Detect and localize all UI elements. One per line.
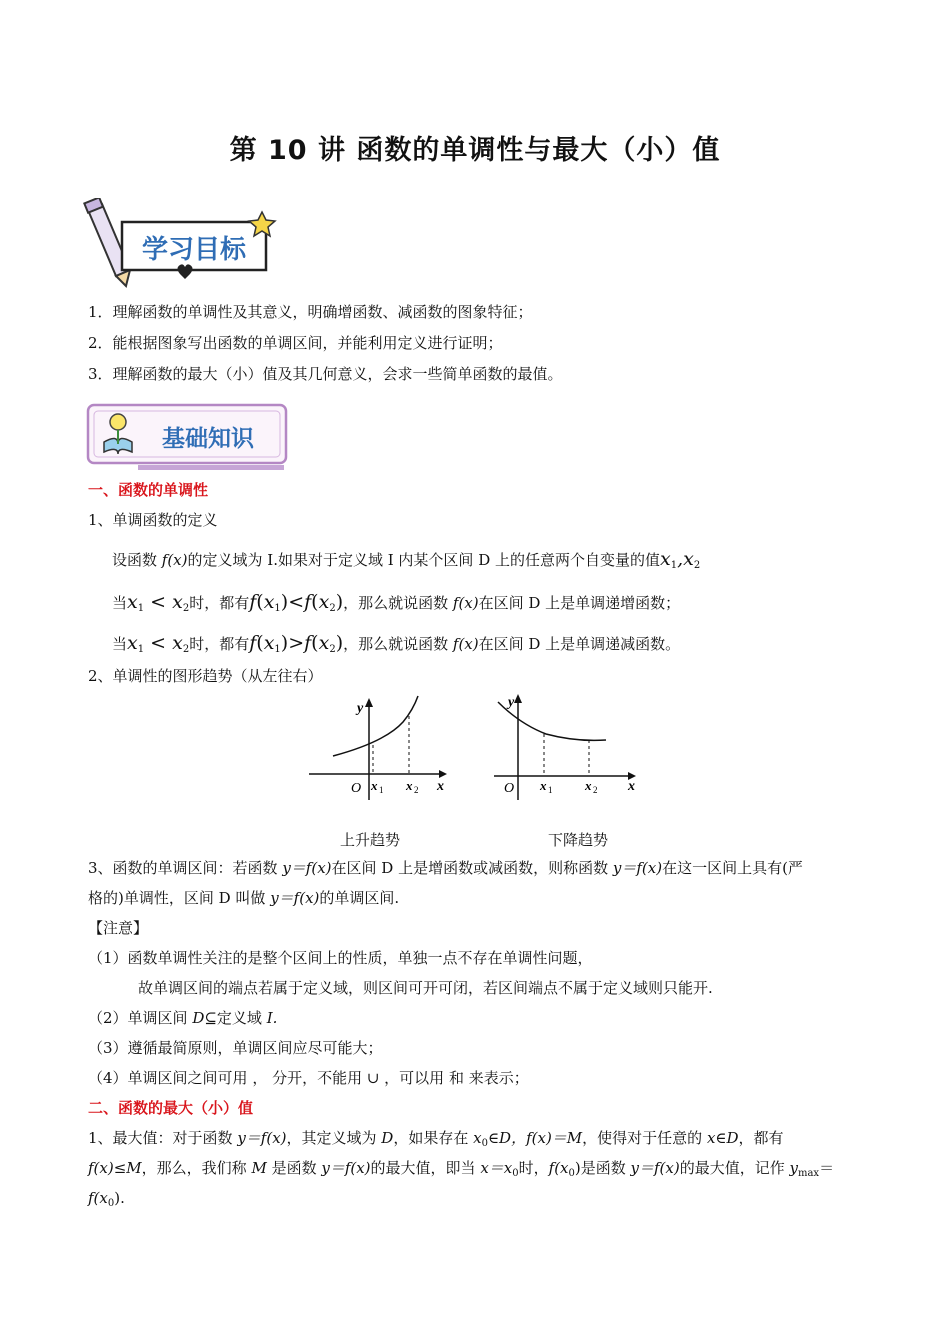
objective-1: 1．理解函数的单调性及其意义，明确增函数、减函数的图象特征；	[88, 303, 533, 321]
basics-badge	[86, 402, 290, 474]
monotonic-interval-text-2: 格的)单调性，区间 D 叫做 y＝f(x)的单调区间.	[88, 889, 400, 907]
note-2: （2）单调区间 D⊆定义域 I.	[88, 1009, 278, 1027]
objectives-badge-label: 学习目标	[141, 235, 247, 265]
caption-decreasing: 下降趋势	[548, 831, 609, 849]
svg-text:O: O	[351, 781, 362, 796]
increasing-curve	[333, 696, 418, 756]
note-1b: 故单调区间的端点若属于定义域，则区间可开可闭，若区间端点不属于定义域则只能开.	[138, 979, 713, 997]
max-definition-2: f(x)≤M，那么，我们称 M 是函数 y＝f(x)的最大值，即当 $x=x_0$时，$f(x_0)$是函数 y＝f(x)的最大值，记作 $y_{max}=$	[88, 1159, 835, 1179]
increasing-definition: 当$x_1 < x_2$时，都有$f(x_1)<f(x_2)$，那么就说函数 f(x)在区间 D 上是单调递增函数；	[112, 591, 681, 614]
decreasing-graph	[490, 688, 645, 802]
svg-text:1: 1	[548, 785, 553, 795]
decreasing-definition: 当$x_1 < x_2$时，都有$f(x_1)>f(x_2)$，那么就说函数 f(x)在区间 D 上是单调递减函数。	[112, 632, 681, 655]
note-title: 【注意】	[88, 919, 149, 937]
svg-text:x: x	[437, 779, 444, 794]
svg-text:y: y	[508, 695, 515, 710]
svg-text:x: x	[628, 779, 635, 794]
objectives-badge	[82, 198, 282, 290]
svg-text:x: x	[371, 778, 378, 793]
note-3: （3）遵循最简原则，单调区间应尽可能大；	[88, 1039, 383, 1057]
max-definition-1: 1、最大值：对于函数 y＝f(x)，其定义域为 D，如果存在 $x_0\in D$，f(x)＝M，使得对于任意的 x∈D，都有	[88, 1129, 784, 1149]
max-definition-3: $f(x_0)$.	[88, 1189, 125, 1209]
svg-text:x: x	[585, 778, 592, 793]
svg-text:1: 1	[379, 785, 384, 795]
trend-item: 2、单调性的图形趋势（从左往右）	[88, 667, 323, 685]
section1-heading: 一、函数的单调性	[88, 481, 209, 499]
note-4: （4）单调区间之间可用 ， 分开，不能用 ∪ ，可以用 和 来表示；	[88, 1069, 529, 1087]
svg-text:O: O	[504, 781, 515, 796]
svg-text:2: 2	[593, 785, 598, 795]
increasing-graph	[305, 692, 455, 802]
caption-increasing: 上升趋势	[340, 831, 401, 849]
svg-text:x: x	[540, 778, 547, 793]
definition-text: 设函数 f(x)的定义域为 I.如果对于定义域 I 内某个区间 D 上的任意两个自变量的值$x_1,x_2$	[112, 548, 701, 571]
svg-text:y: y	[357, 701, 364, 716]
section2-heading: 二、函数的最大（小）值	[88, 1099, 254, 1117]
definition-item: 1、单调函数的定义	[88, 511, 218, 529]
objective-2: 2．能根据图象写出函数的单调区间，并能利用定义进行证明；	[88, 334, 503, 352]
objective-3: 3．理解函数的最大（小）值及其几何意义，会求一些简单函数的最值。	[88, 365, 563, 383]
svg-text:2: 2	[414, 785, 419, 795]
svg-text:x: x	[406, 778, 413, 793]
monotonic-interval-text: 3、函数的单调区间：若函数 y＝f(x)在区间 D 上是增函数或减函数，则称函数 y＝f(x)在这一区间上具有(严	[88, 859, 803, 877]
basics-badge-label: 基础知识	[162, 426, 254, 452]
page-title: 第 10 讲 函数的单调性与最大（小）值	[229, 135, 721, 166]
note-1: （1）函数单调性关注的是整个区间上的性质，单独一点不存在单调性问题，	[88, 949, 593, 967]
